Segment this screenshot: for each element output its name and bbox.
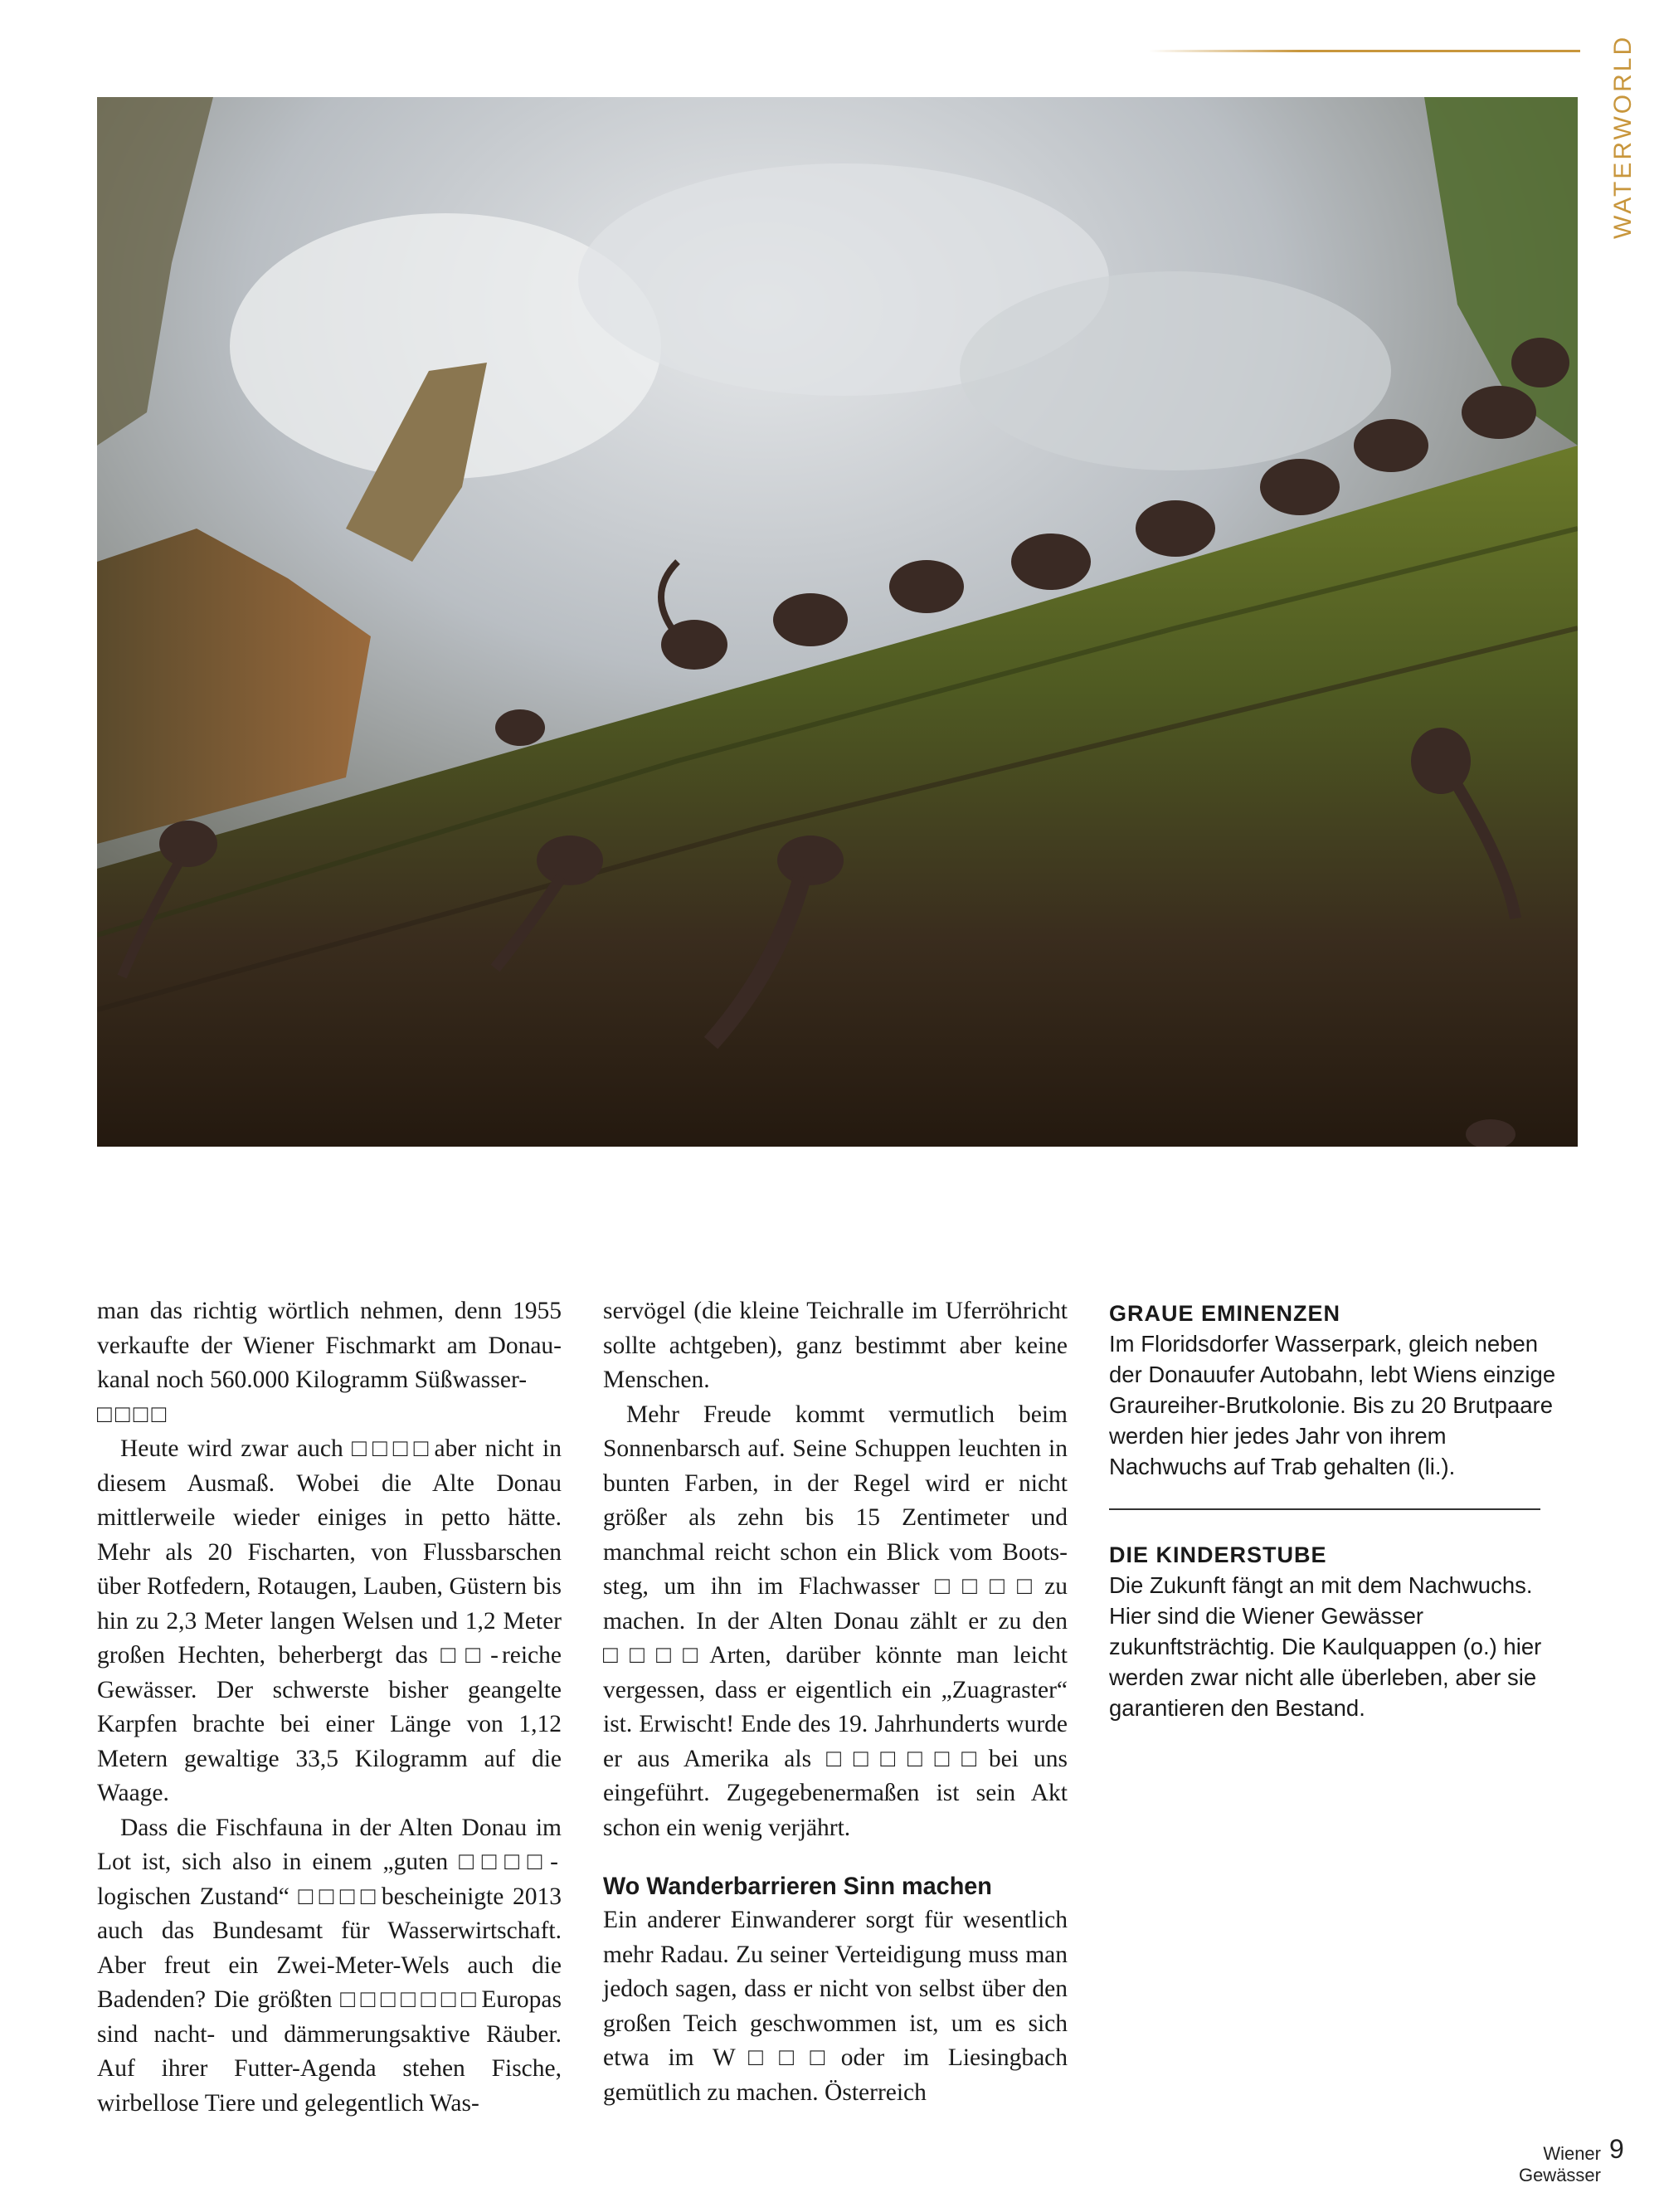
publication-name: Wiener Gewässer <box>1518 2143 1601 2185</box>
missing-glyphs: □□□□ <box>298 1883 382 1910</box>
text: Europas sind nacht- und dämmerungsaktive Räuber. Auf ihrer Futter-Agenda stehen Fische, wirbellose Tiere und gelegentlich Was- <box>97 1986 562 2117</box>
section-label: WATERWORLD <box>1609 34 1637 239</box>
paragraph <box>97 1432 562 1811</box>
text: Arten, darüber könnte man leicht vergessen, dass er eigentlich ein „Zuagraster“ ist. Erwischt! Ende des 19. Jahrhunderts wurde er aus Amerika als <box>603 1642 1068 1772</box>
tadpoles-photo <box>97 97 1578 1147</box>
text: Mehr Freude kommt vermutlich beim Sonnenbarsch auf. Seine Schuppen leuchten in bunten Farben, in der Regel wird er nicht größer als zehn bis 15 Zentimeter und manchmal reicht schon ein Blick vom Bootssteg, um ihn im Flachwasser <box>603 1401 1068 1600</box>
caption-title-kinderstube: DIE KINDERSTUBE <box>1109 1542 1327 1567</box>
text: logischen Zustand“ <box>97 1883 299 1910</box>
missing-glyphs: □□□□ <box>603 1642 710 1669</box>
caption-divider <box>1109 1508 1540 1510</box>
caption-text-graue-eminenzen: Im Floridsdorfer Wasserpark, gleich neben der Donauufer Autobahn, lebt Wiens einzige Graureiher-Brutkolonie. Bis zu 20 Brutpaare werden hier jedes Jahr von ihrem Nachwuchs auf Trab gehalten (li.). <box>1109 1331 1556 1479</box>
top-accent-rule <box>1149 50 1580 52</box>
text: Heute wird zwar auch <box>120 1435 353 1462</box>
text: Ein anderer Einwanderer sorgt für wesentlich mehr Radau. Zu seiner Verteidigung muss man jedoch sagen, dass er nicht von selbst über den großen Teich geschwommen ist, um es sich etwa im W <box>603 1907 1068 2071</box>
paragraph <box>97 1811 562 2122</box>
paragraph <box>603 1398 1068 1846</box>
text: aber nicht in diesem Ausmaß. Wobei die Alte Donau mittlerweile wieder einiges in petto hätte. Mehr als 20 Fischarten, von Flussbarschen über Rotfedern, Rotaugen, Lauben, Güstern bis hin zu 2,3 Meter langen Welsen und 1,2 Meter großen Hechten, beherbergt das <box>97 1435 562 1669</box>
text: Dass die Fischfauna in der Alten Donau im Lot ist, sich also in einem „guten <box>97 1814 562 1875</box>
missing-glyphs: □□- <box>440 1642 502 1669</box>
paragraph: servögel (die kleine Teichralle im Uferröhricht sollte achtgeben), ganz bestimmt aber keine Menschen. <box>603 1298 1068 1393</box>
text: bei uns eingeführt. Zugegebenermaßen ist sein Akt schon ein wenig verjährt. <box>603 1745 1068 1841</box>
text: reiche Gewässer. Der schwerste bisher geangelte Karpfen brachte bei einer Länge von 1,12 Metern gewaltige 33,5 Kilogramm auf die Waage. <box>97 1642 562 1806</box>
text: zu machen. In der Alten Donau zählt er zu den <box>603 1573 1068 1635</box>
paragraph <box>97 1294 562 1432</box>
missing-glyphs: □□□□ <box>935 1573 1045 1600</box>
page-number: 9 <box>1609 2134 1624 2164</box>
missing-glyphs: □□□ <box>735 2044 841 2071</box>
caption-title-graue-eminenzen: GRAUE EMINENZEN <box>1109 1301 1341 1326</box>
missing-glyphs: □□□□ <box>352 1435 435 1462</box>
text: man das richtig wörtlich nehmen, denn 1955 verkaufte der Wiener Fischmarkt am Donaukanal noch 560.000 Kilogramm Süßwasser- <box>97 1298 562 1393</box>
tadpoles-illustration <box>97 97 1578 1147</box>
text: oder im Liesingbach gemütlich zu machen. Österreich <box>603 2044 1068 2106</box>
sidebar-captions <box>1109 1298 1561 1723</box>
text: bescheinigte 2013 auch das Bundesamt für Wasserwirtschaft. Aber freut ein Zwei-Meter-Wels auch die Badenden? Die größten <box>97 1883 562 2013</box>
caption-text-kinderstube: Die Zukunft fängt an mit dem Nachwuchs. Hier sind die Wiener Gewässer zukunftsträchtig. Die Kaulquappen (o.) hier werden zwar nicht alle überleben, aber sie garantieren den Bestand. <box>1109 1572 1542 1721</box>
missing-glyphs: □□□□- <box>459 1849 562 1875</box>
missing-glyphs: □□□□□□ <box>826 1745 989 1772</box>
missing-glyphs: □□□□□□□ <box>340 1986 482 2013</box>
missing-glyphs: □□□□ <box>97 1401 170 1428</box>
body-column-2 <box>603 1294 1068 2110</box>
paragraph <box>603 1903 1068 2110</box>
body-column-1 <box>97 1294 562 2121</box>
subheading: Wo Wanderbarrieren Sinn machen <box>603 1873 992 1900</box>
